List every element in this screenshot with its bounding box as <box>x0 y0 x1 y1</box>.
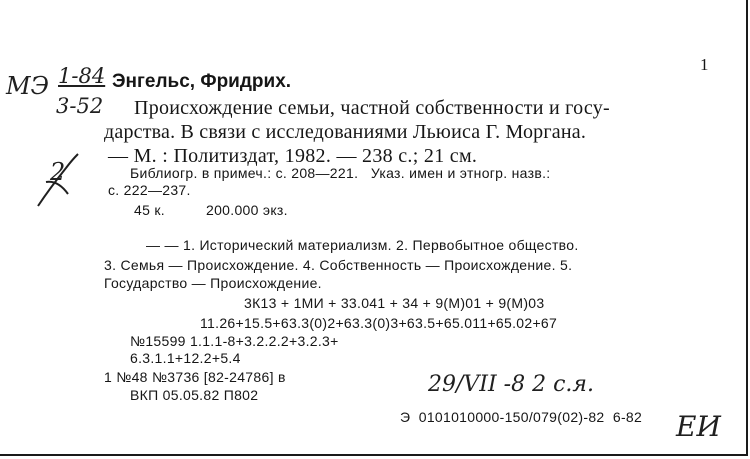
title-line-1: Происхождение семьи, частной собственности и госу- <box>134 97 610 119</box>
classification-line-3: №15599 1.1.1-8+3.2.2.2+3.2.3+ <box>130 333 339 349</box>
classification-line-2: 11.26+15.5+63.3(0)2+63.3(0)3+63.5+65.011+65.02+67 <box>200 315 558 331</box>
bibliography-pages: с. 222—237. <box>108 182 191 198</box>
date-note: 29/VII -8 2 с.я. <box>428 372 594 397</box>
page-number: 1 <box>700 55 709 74</box>
side-mark-scribble <box>28 148 88 220</box>
registry-line-2: ВКП 05.05.82 П802 <box>130 387 259 403</box>
subject-line-1: — — 1. Исторический материализм. 2. Первобытное общество. <box>146 237 579 253</box>
author-heading: Энгельс, Фридрих. <box>112 71 292 92</box>
classification-line-1: 3К13 + 1МИ + 33.041 + 34 + 9(М)01 + 9(М)03 <box>244 295 545 311</box>
title-line-3: — М. : Политиздат, 1982. — 238 с.; 21 см. <box>108 145 478 167</box>
classification-line-4: 6.3.1.1+12.2+5.4 <box>130 350 241 366</box>
author-mark: 3-52 <box>56 94 104 118</box>
subject-line-3: Государство — Происхождение. <box>104 275 322 291</box>
registry-line-1: 1 №48 №3736 [82-24786] в <box>104 369 286 385</box>
price: 45 к. <box>134 202 165 218</box>
bibliography-note: Библиогр. в примеч.: с. 208—221. Указ. имен и этногр. назв.: <box>130 165 551 181</box>
copies: 200.000 экз. <box>206 202 288 218</box>
side-mark-digit: 2 <box>50 158 66 186</box>
signature: ЕИ <box>676 410 721 443</box>
title-line-2: дарства. В связи с исследованиями Льюиса Г. Моргана. <box>104 121 587 143</box>
catalog-code: Э 0101010000-150/079(02)-82 6-82 <box>400 409 643 425</box>
shelf-mark-prefix: ΜЭ <box>6 72 49 100</box>
shelf-index: 1-84 <box>58 64 106 88</box>
subject-line-2: 3. Семья — Происхождение. 4. Собственность — Происхождение. 5. <box>104 257 573 273</box>
